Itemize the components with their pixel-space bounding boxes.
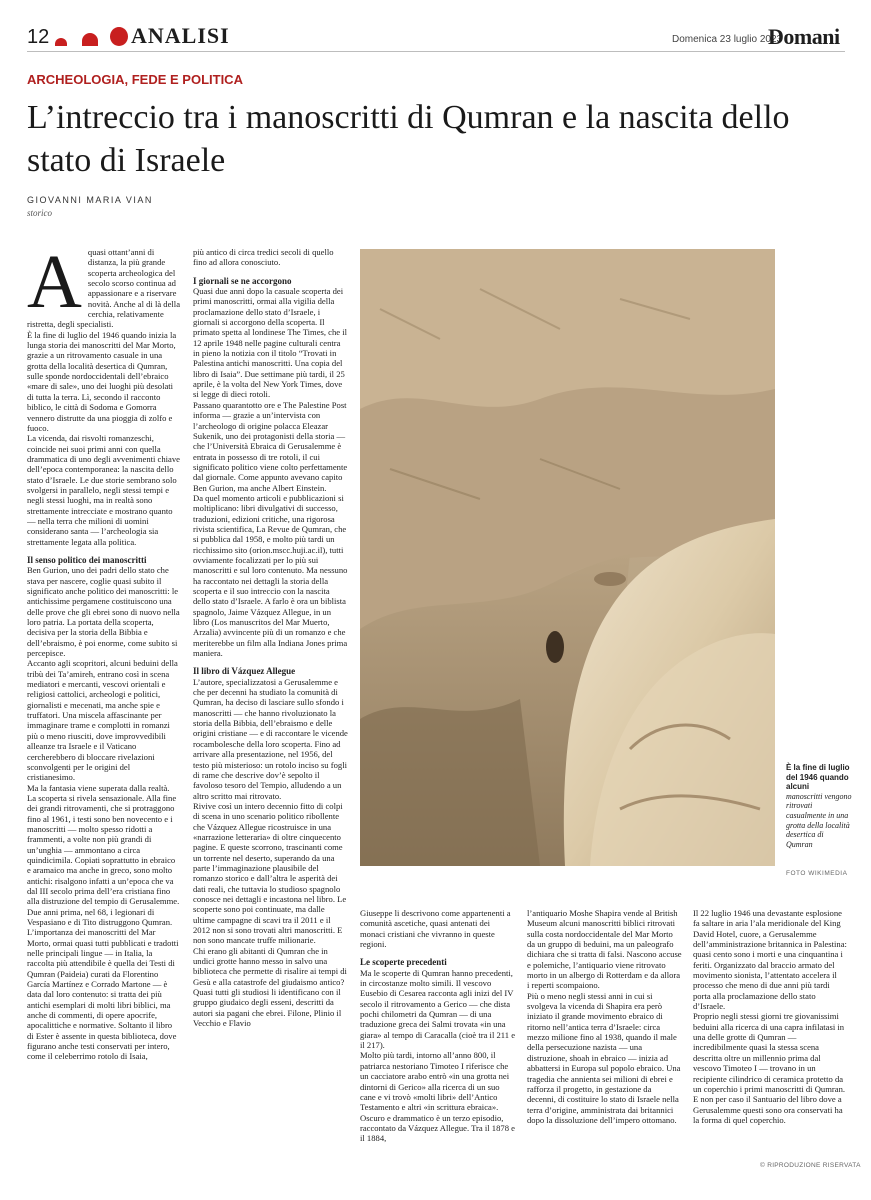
article-kicker: ARCHEOLOGIA, FEDE E POLITICA [27,72,243,87]
masthead-logo: Domani [768,24,840,49]
paragraph: Passano quarantotto ore e The Palestine Post informa — grazie a un’intervista con l’archeologo di origine polacca Eleazar Sukenik, uno dei protagonisti della storia — che l’Università Ebraica di Gerusalemme è entrata in possesso di tre rotoli, il cui significato politico viene colto perfettamente dal giornale. Come appunto avevano capito Ben Gurion, ma anche Albert Einstein. [193,399,348,493]
article-column-3 [360,908,515,1180]
paragraph: Chi erano gli abitanti di Qumran che in undici grotte hanno messo in salvo una biblioteca che permette di risalire ai tempi di Gesù e alla catastrofe del giudaismo antico? Quasi tutti gli studiosi li identificano con il gruppo giudaico degli esseni, descritti da autori sia pagani che ebrei. Filone, Plinio il Vecchio e Flavio [193,945,347,1029]
section-label: ANALISI [131,23,230,48]
paragraph: l’antiquario Moshe Shapira vende al British Museum alcuni manoscritti biblici ritrovati sulla costa nordoccidentale del Mar Morto da un gruppo di beduini, ma un paleografo dichiara che si tratta di falsi. Nascono accuse e polemiche, l’antiquario viene ritrovato morto in un albergo di Rotterdam e da allora i reperti scompaiono. [527,908,682,991]
paragraph: Accanto agli scopritori, alcuni beduini della tribù dei Ta’amireh, entrano così in scena mediatori e mercanti, vescovi orientali e religiosi cattolici, archeologi e politici, giornalisti e mecenati, ma anche spie e truffatori. Una miscela affascinante per immaginare trame e complotti in romanzi più o meno riusciti, dove improvvedibili alleanze tra Israele e il Vaticano cercherebbero di bloccare rivelazioni sconvolgenti per le origini del cristianesimo. [27,658,178,783]
paragraph: Il 22 luglio 1946 una devastante esplosione fa saltare in aria l’ala meridionale del King David Hotel, cuore, a Gerusalemme dell’amministrazione britannica in Palestina: quasi cento sono i morti e una cinquantina i feriti. Organizzato dal braccio armato del movimento sionista, l’attentato accelera il processo che meno di due anni più tardi porta alla proclamazione dello stato d’Israele. [693,908,847,1012]
photo-credit: FOTO WIKIMEDIA [786,870,848,877]
paragraph: È la fine di luglio del 1946 quando inizia la lunga storia dei manoscritti del Mar Morto, grazie a un ritrovamento casuale in una grotta della località desertica di Qumran, sulle sponde nordoccidentali dell’ebraico «mare di sale», uno dei luoghi più desolati di tutta la terra. Lì, secondo il racconto biblico, le città di Sodoma e Gomorra vennero distrutte da una pioggia di zolfo e fuoco. [27,329,177,433]
paragraph: Proprio negli stessi giorni tre giovanissimi beduini alla ricerca di una capra infilatasi in una delle grotte di Qumran — incredibilmente quasi la stessa scena descritta oltre un millennio prima dal vescovo Timoteo I — trovano in un recipiente cilindrico di ceramica protetto da un coperchio i primi manoscritti di Qumran. E non per caso il Santuario del libro dove a Gerusalemme questi sono ora conservati ha la forma di quel coperchio. [693,1011,846,1125]
paragraph: Da quel momento articoli e pubblicazioni si moltiplicano: libri divulgativi di successo, traduzioni, edizioni critiche, una rigorosa rivista scientifica, La Revue de Qumran, che si pubblica dal 1958, e molto più tardi un ricchissimo sito (orion.mscc.huji.ac.il), tutti ovviamente focalizzati per lo più sui manoscritti e sul loro contenuto. Ma nessuno ha raccontato nei dettagli la storia della scoperta e il suo intreccio con la nascita dello stato d’Israele. A farlo è ora un biblista spagnolo, Jaime Vázquez Allegue, in un libro (Los manuscritos del Mar Muerto, Arzalia) avvincente più di un romanzo e che meriterebbe un film alla Indiana Jones prima maniera. [193,492,348,659]
paragraph: Molto più tardi, intorno all’anno 800, il patriarca nestoriano Timoteo I riferisce che un cacciatore arabo entrò «in una grotta nei dintorni di Gerico» alla ricerca di un suo cane e vi trovò «molti libri» dell’Antico Testamento e altri «in scrittura ebraica». [360,1050,510,1113]
paragraph: quasi ottant’anni di distanza, la più grande scoperta archeologica del secolo scorso continua ad appassionare e a riservare novità. Anche al di là della cerchia, relativamente ristretta, degli specialisti. [27,247,180,330]
paragraph: L’importanza dei manoscritti del Mar Morto, ormai quasi tutti pubblicati e tradotti nelle principali lingue — in Italia, la raccolta più attendibile è quella dei Testi di Qumran (Paideia) curati da Florentino García Martínez e Corrado Martone — è data dal loro contenuto: si tratta dei più antichi esemplari di molti libri biblici, ma anche di commenti, di opere apocrife, apocalittiche e normative. Soltanto il libro di Ester è assente in questa biblioteca, dove figurano anche testi conservati per intero, come il celeberrimo rotolo di Isaia, [27,927,179,1062]
drop-cap: A [27,247,82,324]
subheading: Le scoperte precedenti [360,957,447,968]
article-column-1 [27,247,180,1177]
copyright-notice: © RIPRODUZIONE RISERVATA [760,1162,861,1169]
paragraph: Quasi due anni dopo la casuale scoperta dei primi manoscritti, ormai alla vigilia della proclamazione dello stato d’Israele, i giornali si accorgono della scoperta. Il primato spetta al londinese The Times, che il 12 aprile 1948 nelle pagine culturali centra in pieno la notizia con il titolo “Trovati in Palestina antichi manoscritti. Una copia del libro di Isaia”. Due settimane più tardi, il 25 aprile, è la volta del New York Times, dove si legge di dieci rotoli. [193,286,348,400]
subheading: Il libro di Vázquez Allegue [193,666,296,677]
caption-lead: È la fine di luglio del 1946 quando alcuni [786,763,850,792]
qumran-caves-photo [360,249,775,866]
subheading: Il senso politico dei manoscritti [27,554,147,565]
decorative-dot-large [110,27,128,46]
paragraph: più antico di circa tredici secoli di quello fino ad allora conosciuto. [193,247,334,268]
caption-text: manoscritti vengono ritrovati casualmente in una grotta della località desertica di Qumran [786,791,852,849]
photo-caption [786,763,852,849]
decorative-dot-small [55,38,67,46]
article-column-4 [527,908,682,1180]
paragraph: Oscuro e drammatico è un terzo episodio, raccontato da Vázquez Allegue. Tra il 1878 e il 1884, [360,1112,515,1144]
page-number: 12 [27,26,50,48]
header-rule [27,51,845,52]
author-name: GIOVANNI MARIA VIAN [27,195,153,205]
paragraph: Rivive così un intero decennio fitto di colpi di scena in uno scenario politico ribollente che Vázquez Allegue ricostruisce in una «narrazione letteraria» di oltre cinquecento pagine. E queste scorrono, trascinanti come un torrente nel deserto, superando da una parte l’immaginazione plausibile del romanzo storico e dall’altra le asperità dei dati reali, che tuttavia lo studioso spagnolo conosce nei dettagli e incastona nel libro. Le scoperte sono poi continuate, ma dalle ultime campagne di scavi tra il 2011 e il 2012 non si sono trovati altri manoscritti. E non sono mancate truffe milionarie. [193,800,347,946]
subheading: I giornali se ne accorgono [193,275,292,286]
paragraph: Più o meno negli stessi anni in cui si svolgeva la vicenda di Shapira era però iniziato il grande movimento ebraico di ritorno nell’antica terra d’Israele: circa mezzo milione fino al 1938, quando il male della persecuzione nazista — una distruzione, shoah in ebraico — inizia ad abbattersi in Europa sul popolo ebraico. Una tragedia che annienta sei milioni di ebrei e rafforza il progetto, in gestazione da decenni, di costituire lo stato di Israele nella terra d’origine, amministrata dai britannici dopo la dissoluzione dell’impero ottomano. [527,990,681,1125]
paragraph: Ma le scoperte di Qumran hanno precedenti, in circostanze molto simili. Il vescovo Eusebio di Cesarea racconta agli inizi del IV secolo il ritrovamento a Gerico — che dista pochi chilometri da Qumran — di una traduzione greca dei Salmi trovata «in una giara» al tempo di Caracalla (cioè tra il 211 e il 217). [360,967,515,1051]
article-column-2 [193,247,348,1177]
article-column-5 [693,908,848,1160]
paragraph: La vicenda, dai risvolti romanzeschi, coincide nei suoi primi anni con quella drammatica di uno degli avvenimenti chiave dell’epoca contemporanea: la nascita dello stato d’Israele. Le due storie sembrano solo svolgersi in parallelo, negli stessi tempi e negli stessi luoghi, ma in realtà sono strettamente intrecciate e mostrano quanto — nella terra che milioni di uomini considerano santa — l’archeologia sia strettamente legata alla politica. [27,433,180,547]
issue-date: Domenica 23 luglio 2023 [672,34,783,45]
author-role: storico [27,208,53,218]
decorative-dot-medium [82,33,98,46]
paragraph: L’autore, specializzatosi a Gerusalemme e che per decenni ha studiato la comunità di Qumran, ha deciso di lasciare sullo sfondo i manoscritti — che hanno rivoluzionato la storia della Bibbia, dell’ebraismo e delle origini cristiane — e di raccontare le vicende rocambolesche della loro scoperta. Fino ad arrivare alla presentazione, nel 1956, del testo più misterioso: un rotolo inciso su fogli di rame che descrive dov’è sepolto il favoloso tesoro del Tempio, alludendo a un altro scritto mai ritrovato. [193,676,348,801]
paragraph: Giuseppe li descrivono come appartenenti a comunità ascetiche, quasi antenati dei monaci cristiani che vivranno in queste regioni. [360,908,511,950]
paragraph: Ma la fantasia viene superata dalla realtà. La scoperta si rivela sensazionale. Alla fine dei grandi ritrovamenti, che si protraggono fino al 1961, i testi sono ben novecento e i manoscritti — molto spesso ridotti a frammenti, a volte non più grandi di un’unghia — ammontano a circa quindicimila. Copiati soprattutto in ebraico e aramaico ma anche in greco, sono molto antichi: risalgono infatti a un’epoca che va dal III secolo prima dell’era cristiana fino alla distruzione del tempio di Gerusalemme. Due anni prima, nel 68, i legionari di Vespasiano e di Tito distruggono Qumran. [27,782,180,927]
article-headline: L’intreccio tra i manoscritti di Qumran e la nascita dello stato di Israele [27,99,790,179]
paragraph: Ben Gurion, uno dei padri dello stato che stava per nascere, coglie quasi subito il significato anche politico dei manoscritti: le antichissime pergamene costituiscono una delle prove che gli ebrei sono di nuovo nella loro patria. La portata della scoperta, decisiva per la storia della Bibbia e dell’ebraismo, è poi enorme, come subito si percepisce. [27,565,180,659]
